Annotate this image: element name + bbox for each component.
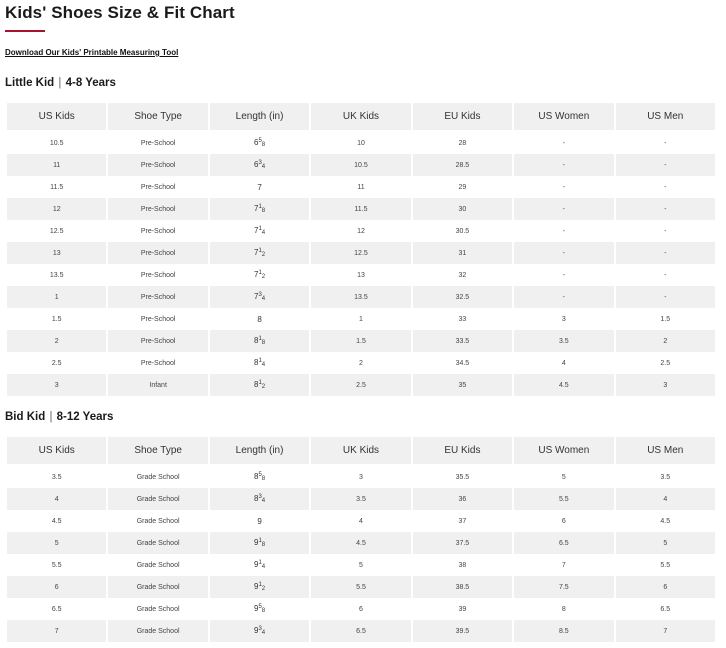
- length-value: [254, 160, 265, 169]
- cell-eu-kids: 30: [413, 198, 512, 220]
- cell-us-kids: 13: [7, 242, 106, 264]
- length-value: [254, 380, 265, 389]
- cell-shoe-type: Pre-School: [140, 227, 176, 235]
- cell-shoe-type: Pre-School: [140, 359, 176, 367]
- length-value: [254, 336, 265, 345]
- cell-shoe-type: Pre-School: [108, 198, 207, 220]
- cell-us-women: -: [562, 183, 565, 191]
- big-kid-size-table: [5, 437, 717, 642]
- length-denominator: 4: [261, 164, 266, 170]
- length-whole: 9: [253, 582, 259, 591]
- cell-us-men: 3.5: [660, 473, 671, 481]
- cell-us-kids: 13.5: [49, 271, 64, 279]
- cell-length: [210, 532, 309, 554]
- table-row: [7, 488, 715, 510]
- length-value: [254, 472, 265, 481]
- header-row: [7, 103, 715, 130]
- length-denominator: 2: [261, 384, 266, 390]
- title-underline: [5, 30, 45, 32]
- cell-shoe-type: Infant: [108, 374, 207, 396]
- cell-eu-kids: 37: [458, 517, 467, 525]
- length-denominator: 8: [261, 208, 266, 214]
- length-denominator: 4: [261, 630, 266, 636]
- column-header: EU Kids: [413, 103, 512, 130]
- cell-uk-kids: 6.5: [311, 620, 410, 642]
- length-value: [254, 604, 265, 613]
- cell-us-kids: 1: [7, 286, 106, 308]
- length-numerator: 3: [258, 626, 262, 632]
- table-row: [7, 598, 715, 620]
- cell-us-kids: 4.5: [51, 517, 62, 525]
- cell-shoe-type: Grade School: [136, 473, 180, 481]
- length-value: [254, 270, 265, 279]
- cell-us-men: 3: [616, 374, 715, 396]
- cell-us-women: 6.5: [514, 532, 613, 554]
- length-denominator: 4: [261, 230, 266, 236]
- length-value: [254, 292, 265, 301]
- cell-uk-kids: 5.5: [311, 576, 410, 598]
- length-denominator: 8: [261, 608, 266, 614]
- cell-length: [210, 330, 309, 352]
- length-numerator: 3: [258, 160, 262, 166]
- length-whole: 8: [253, 494, 259, 503]
- cell-length: [210, 554, 309, 576]
- cell-shoe-type: Pre-School: [108, 242, 207, 264]
- table-row: [7, 220, 715, 242]
- cell-eu-kids: 30.5: [455, 227, 470, 235]
- cell-eu-kids: 33: [458, 315, 467, 323]
- cell-uk-kids: 10.5: [311, 154, 410, 176]
- length-value: [254, 582, 265, 591]
- length-value: [254, 538, 265, 547]
- cell-eu-kids: 32.5: [413, 286, 512, 308]
- cell-uk-kids: 3.5: [311, 488, 410, 510]
- cell-us-men: 5: [616, 532, 715, 554]
- length-whole: 8: [253, 358, 259, 367]
- cell-us-women: -: [514, 242, 613, 264]
- length-numerator: 5: [258, 138, 262, 144]
- table-row: [7, 620, 715, 642]
- cell-shoe-type: Pre-School: [108, 286, 207, 308]
- page-title: Kids' Shoes Size & Fit Chart: [5, 3, 235, 22]
- cell-us-men: -: [616, 198, 715, 220]
- cell-us-kids: 11.5: [50, 183, 64, 191]
- length-value: [254, 358, 265, 367]
- table-row: [7, 352, 715, 374]
- cell-eu-kids: 38: [458, 561, 467, 569]
- length-whole: 7: [253, 270, 259, 279]
- column-header: Length (in): [210, 437, 309, 464]
- cell-length: [210, 154, 309, 176]
- section-title-little-kid: [5, 77, 116, 89]
- length-denominator: 4: [261, 564, 266, 570]
- table-row: [7, 132, 715, 154]
- download-measuring-tool-link[interactable]: Download Our Kids' Printable Measuring Tool: [5, 48, 179, 57]
- cell-length: [210, 220, 309, 242]
- length-value: [257, 315, 261, 324]
- length-whole: 8: [253, 380, 259, 389]
- length-denominator: 4: [261, 296, 266, 302]
- cell-length: [210, 264, 309, 286]
- cell-us-men: -: [616, 154, 715, 176]
- table-row: [7, 286, 715, 308]
- cell-us-men: -: [616, 242, 715, 264]
- cell-eu-kids: 32: [458, 271, 467, 279]
- cell-uk-kids: 13.5: [311, 286, 410, 308]
- length-denominator: 4: [261, 498, 266, 504]
- length-numerator: 5: [258, 472, 262, 478]
- cell-length: [210, 598, 309, 620]
- cell-eu-kids: 39.5: [413, 620, 512, 642]
- cell-length: [210, 510, 309, 532]
- column-header: UK Kids: [311, 103, 410, 130]
- cell-uk-kids: 3: [359, 473, 363, 481]
- length-denominator: 8: [261, 142, 266, 148]
- cell-shoe-type: Grade School: [136, 561, 180, 569]
- cell-us-men: 6.5: [660, 605, 671, 613]
- length-denominator: 2: [261, 274, 266, 280]
- cell-length: [210, 286, 309, 308]
- cell-length: [210, 576, 309, 598]
- cell-eu-kids: 35.5: [455, 473, 470, 481]
- cell-eu-kids: 29: [458, 183, 467, 191]
- length-whole: 9: [253, 538, 259, 547]
- cell-us-kids: 2.5: [51, 359, 62, 367]
- length-denominator: 4: [261, 362, 266, 368]
- table-row: [7, 308, 715, 330]
- length-value: [257, 517, 261, 526]
- cell-us-men: -: [616, 286, 715, 308]
- header-row: [7, 437, 715, 464]
- cell-shoe-type: Grade School: [108, 488, 207, 510]
- length-numerator: 1: [258, 538, 262, 544]
- cell-us-kids: 10.5: [49, 139, 64, 147]
- cell-shoe-type: Pre-School: [108, 154, 207, 176]
- cell-us-men: -: [664, 139, 667, 147]
- length-denominator: 8: [261, 340, 266, 346]
- column-header: Shoe Type: [108, 103, 207, 130]
- cell-us-women: -: [514, 286, 613, 308]
- cell-length: [210, 308, 309, 330]
- length-whole: 9: [253, 560, 259, 569]
- section-name: Little Kid: [5, 77, 55, 89]
- cell-us-men: 2.5: [660, 359, 671, 367]
- cell-us-kids: 12.5: [49, 227, 64, 235]
- table-row: [7, 154, 715, 176]
- table-row: [7, 576, 715, 598]
- length-whole: 9: [253, 604, 259, 613]
- cell-us-men: -: [664, 227, 667, 235]
- cell-uk-kids: 4: [359, 517, 363, 525]
- cell-us-women: -: [514, 198, 613, 220]
- table-row: [7, 374, 715, 396]
- cell-us-men: -: [664, 271, 667, 279]
- length-numerator: 1: [258, 248, 262, 254]
- cell-us-women: -: [562, 271, 565, 279]
- cell-us-women: 5.5: [514, 488, 613, 510]
- cell-uk-kids: 5: [359, 561, 363, 569]
- table-row: [7, 242, 715, 264]
- length-whole: 7: [257, 182, 262, 192]
- length-numerator: 1: [258, 336, 262, 342]
- column-header: US Kids: [7, 437, 106, 464]
- length-numerator: 1: [258, 270, 262, 276]
- column-header: US Men: [616, 103, 715, 130]
- cell-eu-kids: 34.5: [455, 359, 470, 367]
- length-whole: 7: [253, 226, 259, 235]
- length-whole: 7: [253, 204, 259, 213]
- cell-shoe-type: Pre-School: [108, 330, 207, 352]
- length-denominator: 8: [261, 542, 266, 548]
- cell-length: [210, 242, 309, 264]
- cell-us-men: 4: [616, 488, 715, 510]
- cell-eu-kids: 28: [458, 139, 467, 147]
- cell-length: [210, 488, 309, 510]
- table-row: [7, 554, 715, 576]
- table-row: [7, 198, 715, 220]
- cell-length: [210, 620, 309, 642]
- cell-us-women: 8: [561, 605, 566, 613]
- cell-us-kids: 2: [7, 330, 106, 352]
- cell-us-kids: 11: [7, 154, 106, 176]
- cell-length: [210, 132, 309, 154]
- column-header: US Women: [514, 437, 613, 464]
- cell-us-men: 5.5: [660, 561, 671, 569]
- cell-us-women: 3.5: [514, 330, 613, 352]
- length-value: [254, 626, 265, 635]
- table-row: [7, 510, 715, 532]
- cell-eu-kids: 38.5: [413, 576, 512, 598]
- cell-us-women: -: [562, 139, 565, 147]
- cell-uk-kids: 2.5: [311, 374, 410, 396]
- cell-us-women: 5: [561, 473, 566, 481]
- length-denominator: 8: [261, 476, 266, 482]
- length-whole: 7: [253, 292, 259, 301]
- cell-eu-kids: 33.5: [413, 330, 512, 352]
- length-whole: 9: [257, 516, 262, 526]
- cell-us-women: 4: [561, 359, 566, 367]
- cell-us-kids: 6: [7, 576, 106, 598]
- cell-us-women: 8.5: [514, 620, 613, 642]
- length-numerator: 3: [258, 494, 262, 500]
- cell-shoe-type: Grade School: [108, 620, 207, 642]
- cell-us-men: 1.5: [660, 315, 671, 323]
- length-numerator: 1: [258, 358, 262, 364]
- column-header: US Kids: [7, 103, 106, 130]
- cell-shoe-type: Grade School: [108, 532, 207, 554]
- cell-uk-kids: 10: [357, 139, 365, 147]
- little-kid-size-table: [5, 103, 717, 396]
- cell-shoe-type: Pre-School: [140, 139, 176, 147]
- length-numerator: 1: [258, 226, 262, 232]
- cell-us-kids: 12: [7, 198, 106, 220]
- table-row: [7, 330, 715, 352]
- cell-uk-kids: 1.5: [311, 330, 410, 352]
- cell-uk-kids: 4.5: [311, 532, 410, 554]
- cell-eu-kids: 31: [413, 242, 512, 264]
- length-numerator: 1: [258, 380, 262, 386]
- cell-us-kids: 3.5: [51, 473, 62, 481]
- length-whole: 8: [253, 336, 259, 345]
- length-value: [254, 494, 265, 503]
- length-value: [254, 560, 265, 569]
- section-separator: |: [49, 411, 53, 423]
- cell-length: [210, 352, 309, 374]
- column-header: US Women: [514, 103, 613, 130]
- cell-eu-kids: 35: [413, 374, 512, 396]
- length-numerator: 1: [258, 204, 262, 210]
- cell-uk-kids: 11: [357, 183, 365, 191]
- length-whole: 6: [253, 160, 259, 169]
- section-title-big-kid: [5, 411, 113, 423]
- length-whole: 7: [253, 248, 259, 257]
- length-numerator: 3: [258, 292, 262, 298]
- table-row: [7, 176, 715, 198]
- cell-uk-kids: 12.5: [311, 242, 410, 264]
- length-value: [257, 183, 261, 192]
- cell-uk-kids: 6: [359, 605, 363, 613]
- cell-us-women: 4.5: [514, 374, 613, 396]
- table-row: [7, 466, 715, 488]
- table-row: [7, 264, 715, 286]
- cell-uk-kids: 11.5: [311, 198, 410, 220]
- cell-length: [210, 176, 309, 198]
- length-denominator: 2: [261, 252, 266, 258]
- length-value: [254, 204, 265, 213]
- length-denominator: 2: [261, 586, 266, 592]
- cell-us-kids: 1.5: [51, 315, 62, 323]
- cell-us-women: 7.5: [514, 576, 613, 598]
- cell-length: [210, 466, 309, 488]
- cell-us-kids: 4: [7, 488, 106, 510]
- cell-shoe-type: Grade School: [108, 576, 207, 598]
- cell-us-men: 4.5: [660, 517, 671, 525]
- cell-us-men: 2: [616, 330, 715, 352]
- cell-us-men: 6: [616, 576, 715, 598]
- length-numerator: 5: [258, 604, 262, 610]
- length-whole: 9: [253, 626, 259, 635]
- cell-eu-kids: 36: [413, 488, 512, 510]
- column-header: UK Kids: [311, 437, 410, 464]
- cell-length: [210, 374, 309, 396]
- cell-shoe-type: Pre-School: [140, 271, 176, 279]
- cell-us-kids: 7: [7, 620, 106, 642]
- length-whole: 8: [257, 314, 262, 324]
- cell-uk-kids: 12: [357, 227, 365, 235]
- cell-uk-kids: 2: [359, 359, 363, 367]
- cell-us-men: -: [664, 183, 667, 191]
- column-header: Length (in): [210, 103, 309, 130]
- cell-us-women: -: [514, 154, 613, 176]
- cell-us-women: -: [562, 227, 565, 235]
- length-value: [254, 138, 265, 147]
- section-age-range: 4-8 Years: [65, 77, 116, 89]
- length-numerator: 1: [258, 560, 262, 566]
- cell-us-men: 7: [616, 620, 715, 642]
- length-value: [254, 248, 265, 257]
- cell-us-women: 7: [561, 561, 566, 569]
- length-whole: 6: [253, 138, 259, 147]
- cell-uk-kids: 1: [359, 315, 363, 323]
- cell-us-women: 6: [561, 517, 566, 525]
- cell-eu-kids: 37.5: [413, 532, 512, 554]
- length-whole: 8: [253, 472, 259, 481]
- cell-shoe-type: Pre-School: [140, 183, 176, 191]
- cell-us-kids: 5.5: [51, 561, 62, 569]
- cell-shoe-type: Grade School: [136, 517, 180, 525]
- table-row: [7, 532, 715, 554]
- cell-eu-kids: 28.5: [413, 154, 512, 176]
- section-separator: |: [58, 77, 62, 89]
- section-name: Bid Kid: [5, 411, 46, 423]
- cell-shoe-type: Pre-School: [140, 315, 176, 323]
- cell-us-women: 3: [561, 315, 566, 323]
- column-header: EU Kids: [413, 437, 512, 464]
- section-age-range: 8-12 Years: [56, 411, 114, 423]
- cell-us-kids: 6.5: [51, 605, 62, 613]
- column-header: Shoe Type: [108, 437, 207, 464]
- column-header: US Men: [616, 437, 715, 464]
- cell-us-kids: 3: [7, 374, 106, 396]
- length-value: [254, 226, 265, 235]
- cell-us-kids: 5: [7, 532, 106, 554]
- cell-length: [210, 198, 309, 220]
- cell-uk-kids: 13: [357, 271, 365, 279]
- cell-eu-kids: 39: [458, 605, 467, 613]
- length-numerator: 1: [258, 582, 262, 588]
- cell-shoe-type: Grade School: [136, 605, 180, 613]
